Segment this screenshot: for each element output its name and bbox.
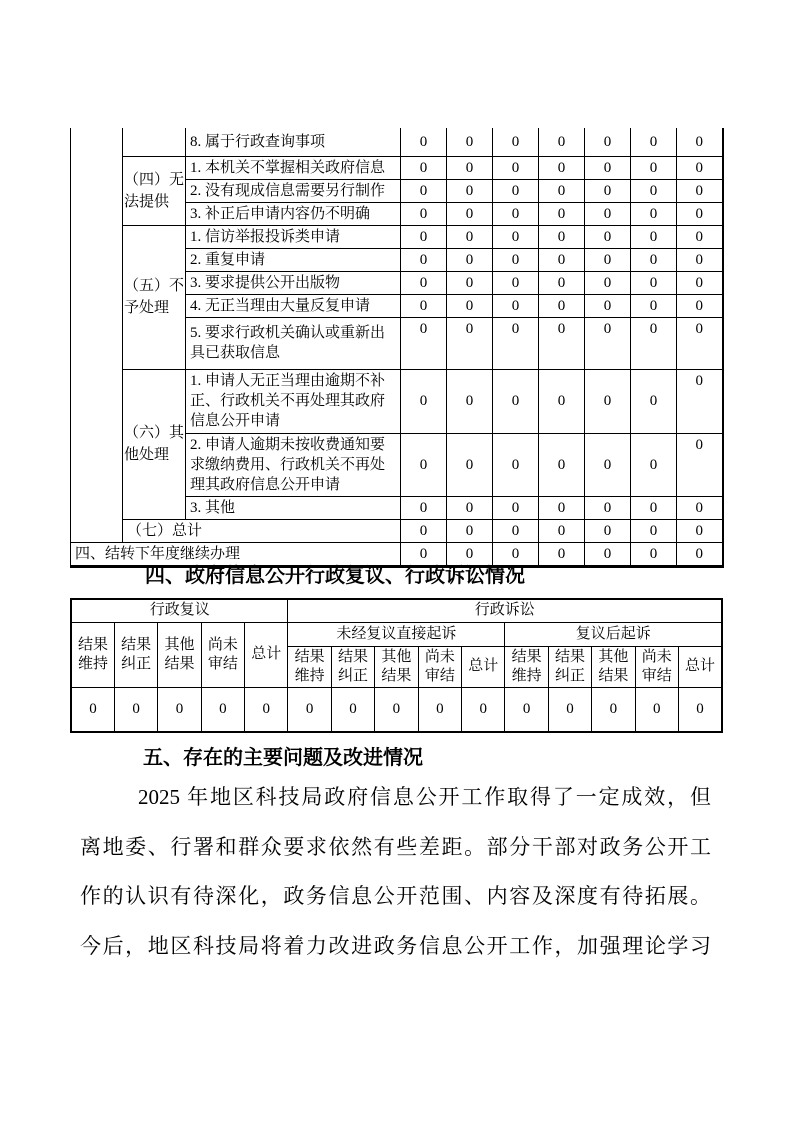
column-header: 其他结果 [158, 622, 201, 687]
row-label-cell: 2. 申请人逾期未按收费通知要求缴纳费用、行政机关不再处理其政府信息公开申请 [186, 433, 401, 496]
value-cell: 0 [493, 433, 539, 496]
column-header: 总计 [678, 646, 722, 687]
value-cell: 0 [592, 687, 635, 732]
value-cell: 0 [493, 248, 539, 271]
value-cell: 0 [493, 271, 539, 294]
value-cell: 0 [539, 317, 585, 369]
value-cell: 0 [631, 519, 677, 542]
value-cell: 0 [585, 294, 631, 317]
value-cell: 0 [493, 156, 539, 179]
value-cell: 0 [585, 433, 631, 496]
value-cell: 0 [447, 433, 493, 496]
value-cell: 0 [288, 687, 331, 732]
value-cell: 0 [585, 128, 631, 156]
value-cell: 0 [114, 687, 157, 732]
value-cell: 0 [677, 202, 723, 225]
value-cell: 0 [631, 156, 677, 179]
value-cell: 0 [447, 202, 493, 225]
value-cell: 0 [585, 202, 631, 225]
category-cell: （四）无法提供 [123, 156, 186, 225]
value-cell: 0 [462, 687, 505, 732]
value-cell: 0 [493, 225, 539, 248]
column-header: 总计 [462, 646, 505, 687]
row-label-cell: 5. 要求行政机关确认或重新出具已获取信息 [186, 317, 401, 369]
column-header: 结果纠正 [331, 646, 374, 687]
value-cell: 0 [539, 369, 585, 433]
category-cell: （五）不予处理 [123, 225, 186, 369]
row-label-cell: 1. 本机关不掌握相关政府信息 [186, 156, 401, 179]
value-cell: 0 [585, 369, 631, 433]
table-row [71, 519, 723, 542]
value-cell: 0 [201, 687, 244, 732]
column-header: 尚未审结 [418, 646, 461, 687]
value-cell: 0 [71, 687, 114, 732]
value-cell: 0 [539, 433, 585, 496]
continued-category-cell [123, 128, 186, 156]
value-cell: 0 [401, 496, 447, 519]
value-cell: 0 [447, 496, 493, 519]
value-cell: 0 [677, 128, 723, 156]
value-cell: 0 [493, 294, 539, 317]
value-cell: 0 [245, 687, 288, 732]
continued-spanner-cell [71, 128, 123, 542]
value-cell: 0 [539, 496, 585, 519]
row-label-cell: 1. 申请人无正当理由逾期不补正、行政机关不再处理其政府信息公开申请 [186, 369, 401, 433]
value-cell: 0 [401, 156, 447, 179]
value-cell: 0 [677, 519, 723, 542]
value-cell: 0 [677, 225, 723, 248]
paragraph-line: 2025 年地区科技局政府信息公开工作取得了一定成效，但 [138, 785, 711, 809]
value-cell: 0 [331, 687, 374, 732]
value-cell: 0 [631, 433, 677, 496]
column-header: 结果纠正 [548, 646, 591, 687]
value-cell: 0 [677, 248, 723, 271]
value-cell: 0 [631, 542, 677, 566]
value-cell: 0 [677, 156, 723, 179]
value-cell: 0 [493, 317, 539, 369]
row-label-cell: 4. 无正当理由大量反复申请 [186, 294, 401, 317]
table-row [71, 156, 723, 179]
subgroup-header-after-review: 复议后起诉 [505, 622, 722, 646]
value-cell: 0 [539, 225, 585, 248]
value-cell: 0 [585, 271, 631, 294]
value-cell: 0 [677, 294, 723, 317]
subgroup-header-direct: 未经复议直接起诉 [288, 622, 505, 646]
value-cell: 0 [401, 542, 447, 566]
value-cell: 0 [447, 179, 493, 202]
value-cell: 0 [585, 156, 631, 179]
category-cell: （六）其他处理 [123, 369, 186, 519]
row-label-cell: 8. 属于行政查询事项 [186, 128, 401, 156]
column-header: 结果维持 [288, 646, 331, 687]
value-cell: 0 [447, 519, 493, 542]
value-cell: 0 [539, 179, 585, 202]
value-cell: 0 [585, 496, 631, 519]
value-cell: 0 [539, 156, 585, 179]
column-header: 总计 [245, 622, 288, 687]
column-header: 尚未审结 [201, 622, 244, 687]
value-cell: 0 [678, 687, 722, 732]
value-cell: 0 [447, 542, 493, 566]
value-cell: 0 [418, 687, 461, 732]
value-cell: 0 [631, 317, 677, 369]
value-cell: 0 [447, 156, 493, 179]
value-cell: 0 [158, 687, 201, 732]
value-cell: 0 [631, 294, 677, 317]
column-header: 其他结果 [592, 646, 635, 687]
value-cell: 0 [493, 519, 539, 542]
carryover-label-cell: 四、结转下年度继续办理 [71, 542, 401, 566]
value-cell: 0 [401, 128, 447, 156]
value-cell: 0 [539, 128, 585, 156]
total-label-cell: （七）总计 [123, 519, 401, 542]
value-cell: 0 [585, 179, 631, 202]
value-cell: 0 [585, 225, 631, 248]
value-cell: 0 [677, 369, 723, 433]
table-row [71, 622, 722, 646]
value-cell: 0 [493, 369, 539, 433]
value-cell: 0 [539, 271, 585, 294]
value-cell: 0 [677, 433, 723, 496]
value-cell: 0 [631, 202, 677, 225]
value-cell: 0 [401, 369, 447, 433]
column-header: 结果维持 [71, 622, 114, 687]
paragraph-line: 作的认识有待深化，政务信息公开范围、内容及深度有待拓展。 [80, 884, 711, 908]
value-cell: 0 [539, 519, 585, 542]
paragraph-line: 今后，地区科技局将着力改进政务信息公开工作，加强理论学习 [80, 933, 711, 958]
table-row [71, 128, 723, 156]
value-cell: 0 [631, 369, 677, 433]
value-cell: 0 [631, 248, 677, 271]
review-litigation-table [70, 598, 723, 733]
application-results-table [70, 128, 724, 568]
value-cell: 0 [447, 294, 493, 317]
table-row [71, 225, 723, 248]
group-header-review: 行政复议 [71, 599, 288, 622]
value-cell: 0 [677, 542, 723, 566]
column-header: 其他结果 [375, 646, 418, 687]
value-cell: 0 [585, 519, 631, 542]
value-cell: 0 [401, 271, 447, 294]
row-label-cell: 3. 补正后申请内容仍不明确 [186, 202, 401, 225]
value-cell: 0 [677, 317, 723, 369]
value-cell: 0 [493, 202, 539, 225]
paragraph-line: 离地委、行署和群众要求依然有些差距。部分干部对政务公开工 [80, 834, 711, 859]
value-cell: 0 [493, 496, 539, 519]
value-cell: 0 [401, 519, 447, 542]
table-row [71, 687, 722, 732]
value-cell: 0 [493, 128, 539, 156]
group-header-litigation: 行政诉讼 [288, 599, 722, 622]
body-paragraph [80, 773, 711, 971]
table-row [71, 599, 722, 622]
value-cell: 0 [401, 248, 447, 271]
value-cell: 0 [539, 294, 585, 317]
value-cell: 0 [585, 317, 631, 369]
value-cell: 0 [631, 496, 677, 519]
value-cell: 0 [447, 128, 493, 156]
value-cell: 0 [631, 179, 677, 202]
value-cell: 0 [631, 271, 677, 294]
value-cell: 0 [447, 248, 493, 271]
value-cell: 0 [401, 202, 447, 225]
value-cell: 0 [505, 687, 548, 732]
value-cell: 0 [401, 225, 447, 248]
value-cell: 0 [539, 542, 585, 566]
row-label-cell: 1. 信访举报投诉类申请 [186, 225, 401, 248]
value-cell: 0 [375, 687, 418, 732]
section-title-problems-improvements: 五、存在的主要问题及改进情况 [143, 747, 423, 769]
column-header: 结果纠正 [114, 622, 157, 687]
value-cell: 0 [447, 369, 493, 433]
value-cell: 0 [447, 317, 493, 369]
row-label-cell: 3. 其他 [186, 496, 401, 519]
value-cell: 0 [631, 128, 677, 156]
value-cell: 0 [677, 179, 723, 202]
column-header: 尚未审结 [635, 646, 678, 687]
value-cell: 0 [631, 225, 677, 248]
value-cell: 0 [493, 179, 539, 202]
value-cell: 0 [447, 271, 493, 294]
value-cell: 0 [585, 248, 631, 271]
value-cell: 0 [493, 542, 539, 566]
value-cell: 0 [401, 317, 447, 369]
value-cell: 0 [585, 542, 631, 566]
row-label-cell: 2. 没有现成信息需要另行制作 [186, 179, 401, 202]
value-cell: 0 [635, 687, 678, 732]
value-cell: 0 [677, 496, 723, 519]
value-cell: 0 [401, 179, 447, 202]
value-cell: 0 [539, 202, 585, 225]
row-label-cell: 3. 要求提供公开出版物 [186, 271, 401, 294]
value-cell: 0 [539, 248, 585, 271]
section-title-review-litigation: 四、政府信息公开行政复议、行政诉讼情况 [145, 565, 525, 587]
value-cell: 0 [548, 687, 591, 732]
table-row [71, 369, 723, 433]
value-cell: 0 [401, 433, 447, 496]
value-cell: 0 [677, 271, 723, 294]
column-header: 结果维持 [505, 646, 548, 687]
row-label-cell: 2. 重复申请 [186, 248, 401, 271]
value-cell: 0 [447, 225, 493, 248]
value-cell: 0 [401, 294, 447, 317]
